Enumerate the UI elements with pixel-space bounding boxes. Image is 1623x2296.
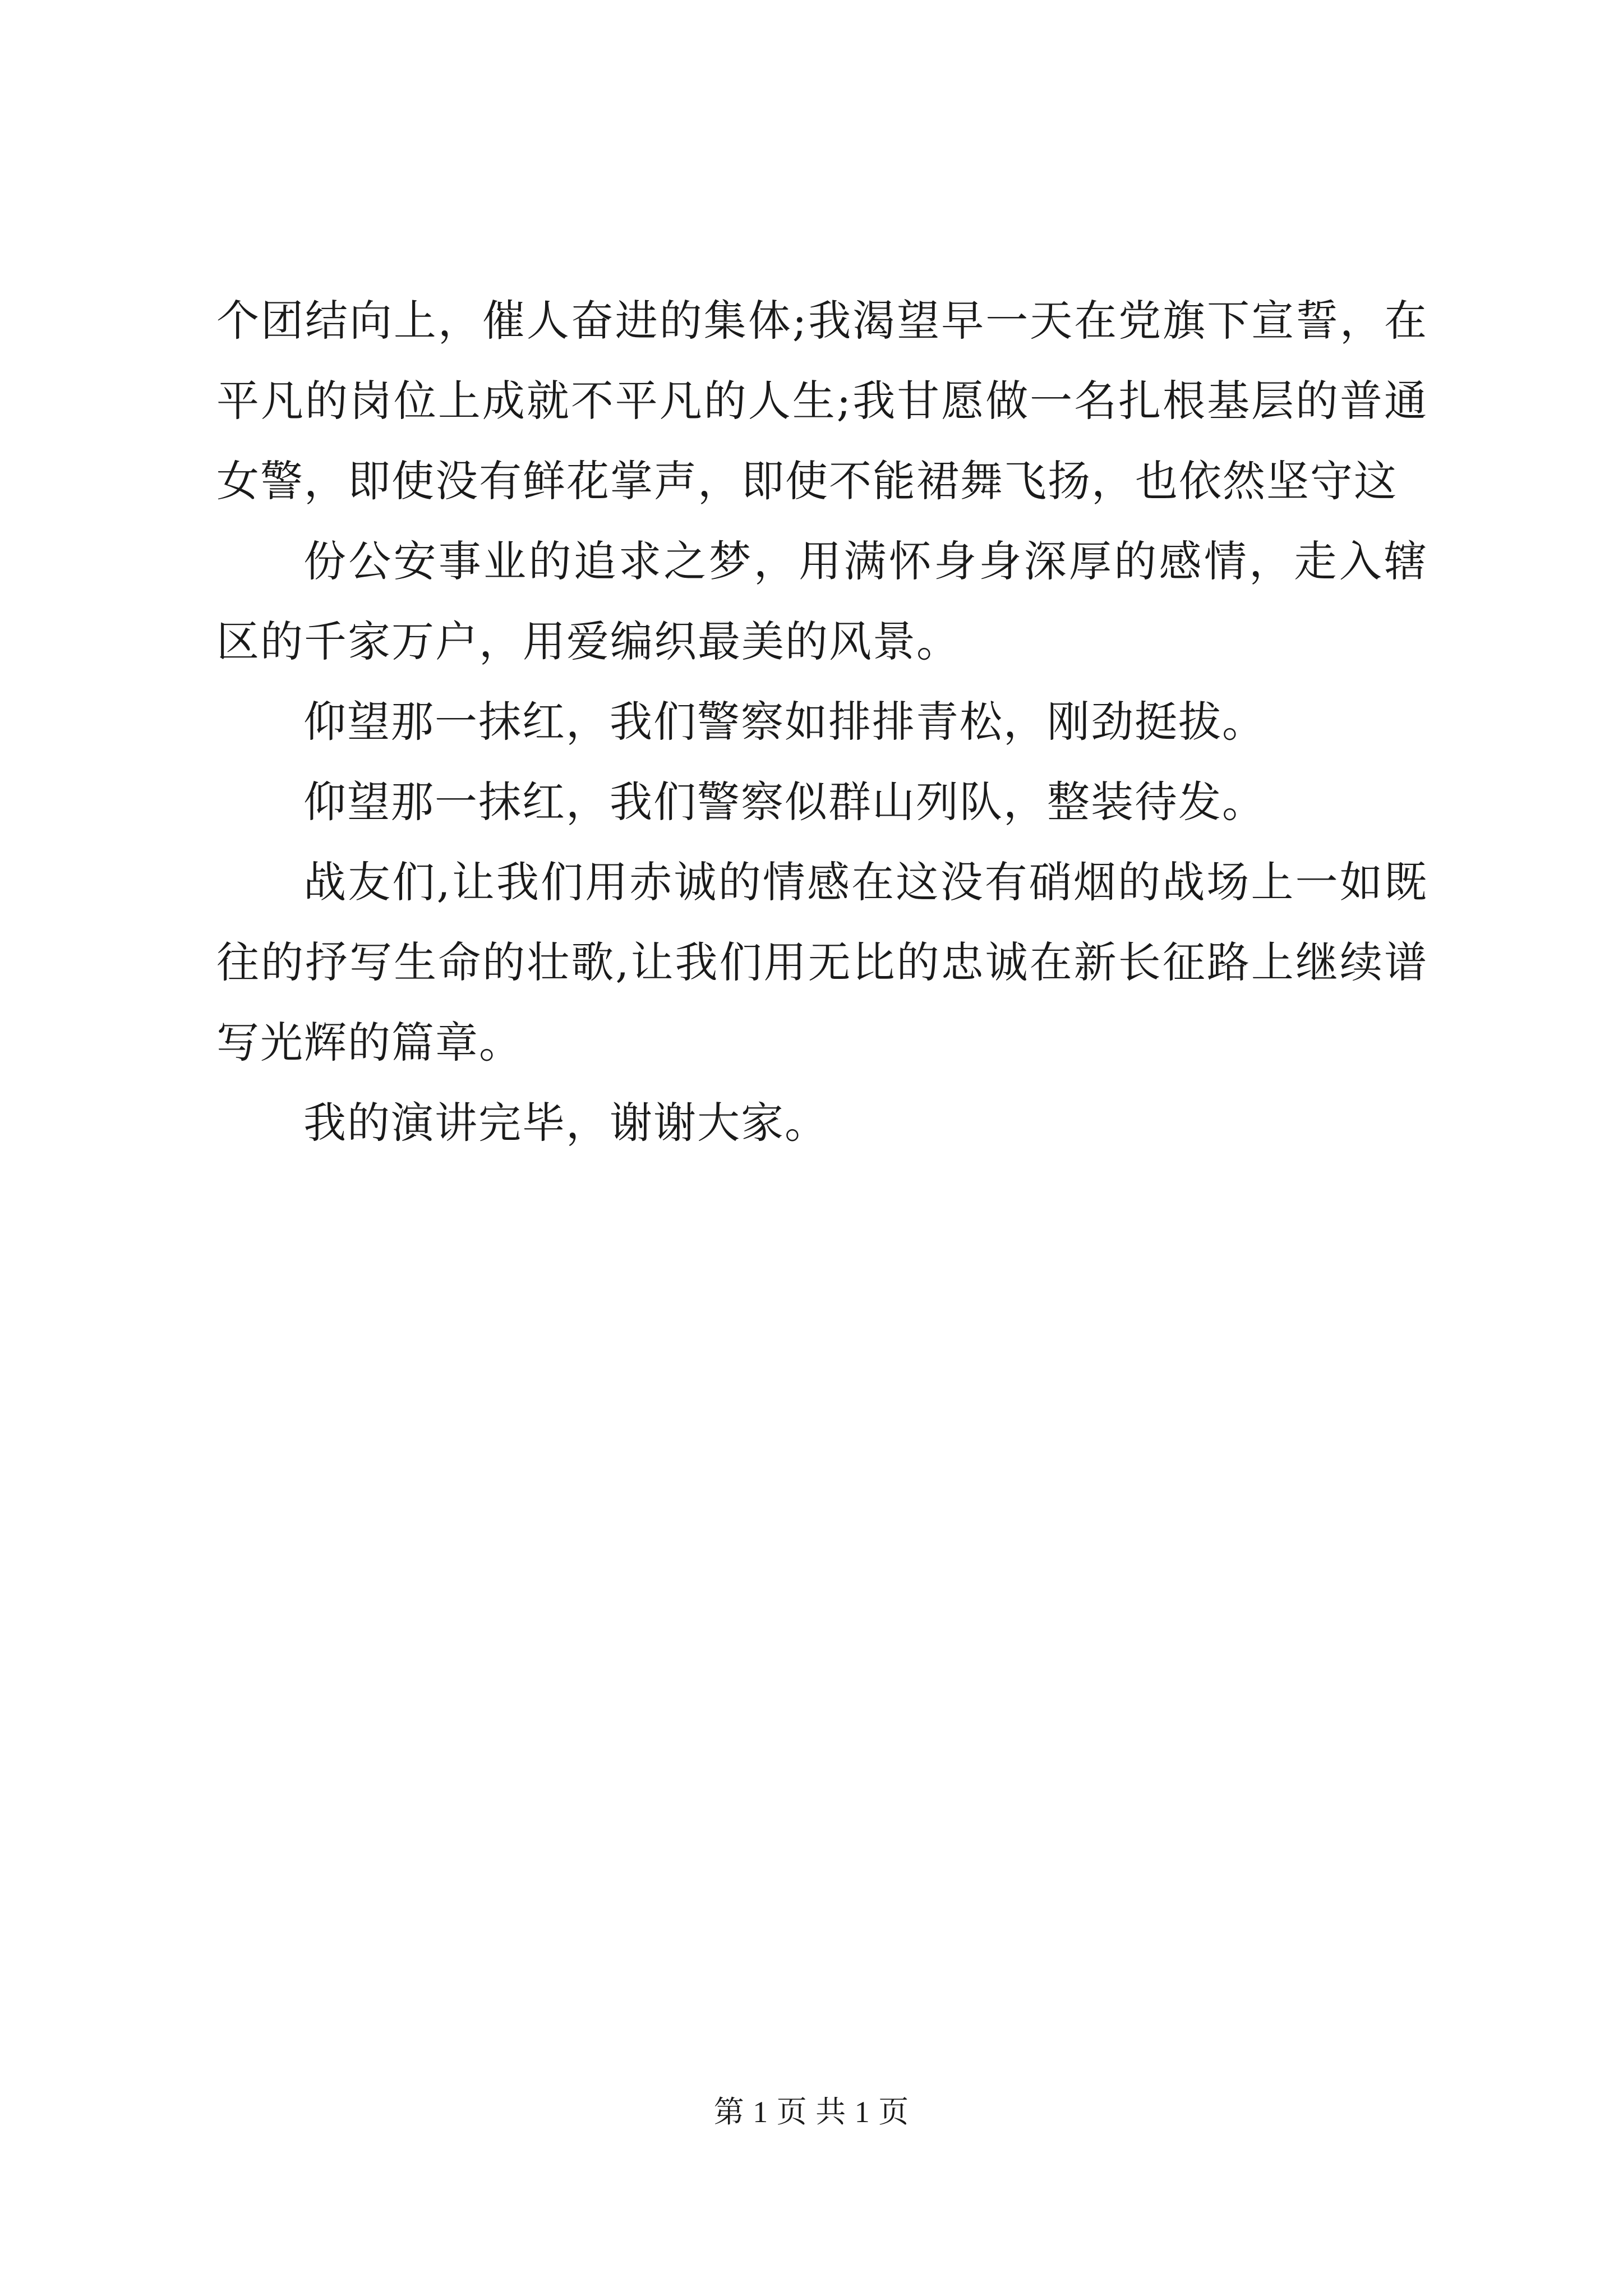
paragraph-closing: 我的演讲完毕，谢谢大家。 xyxy=(303,1098,828,1148)
page-number-footer: 第 1 页 共 1 页 xyxy=(713,2095,910,2129)
paragraph-continuation: 个团结向上，催人奋进的集体;我渴望早一天在党旗下宣誓，在平凡的岗位上成就不平凡的人生;我甘愿做一名扎根基层的普通女警，即使没有鲜花掌声，即使不能裙舞飞扬，也依然坚守这 xyxy=(216,296,1428,506)
paragraph-pine-trees: 仰望那一抹红，我们警察如排排青松，刚劲挺拔。 xyxy=(303,697,1266,747)
paragraph-mountains: 仰望那一抹红，我们警察似群山列队，整装待发。 xyxy=(303,777,1266,827)
paragraph-comrades: 战友们,让我们用赤诚的情感在这没有硝烟的战场上一如既往的抒写生命的壮歌,让我们用无比的忠诚在新长征路上继续谱写光辉的篇章。 xyxy=(216,857,1428,1068)
document-body xyxy=(216,280,1428,1163)
paragraph-pursuit-dream: 份公安事业的追求之梦，用满怀身身深厚的感情，走入辖区的千家万户，用爱编织最美的风景。 xyxy=(216,536,1428,666)
